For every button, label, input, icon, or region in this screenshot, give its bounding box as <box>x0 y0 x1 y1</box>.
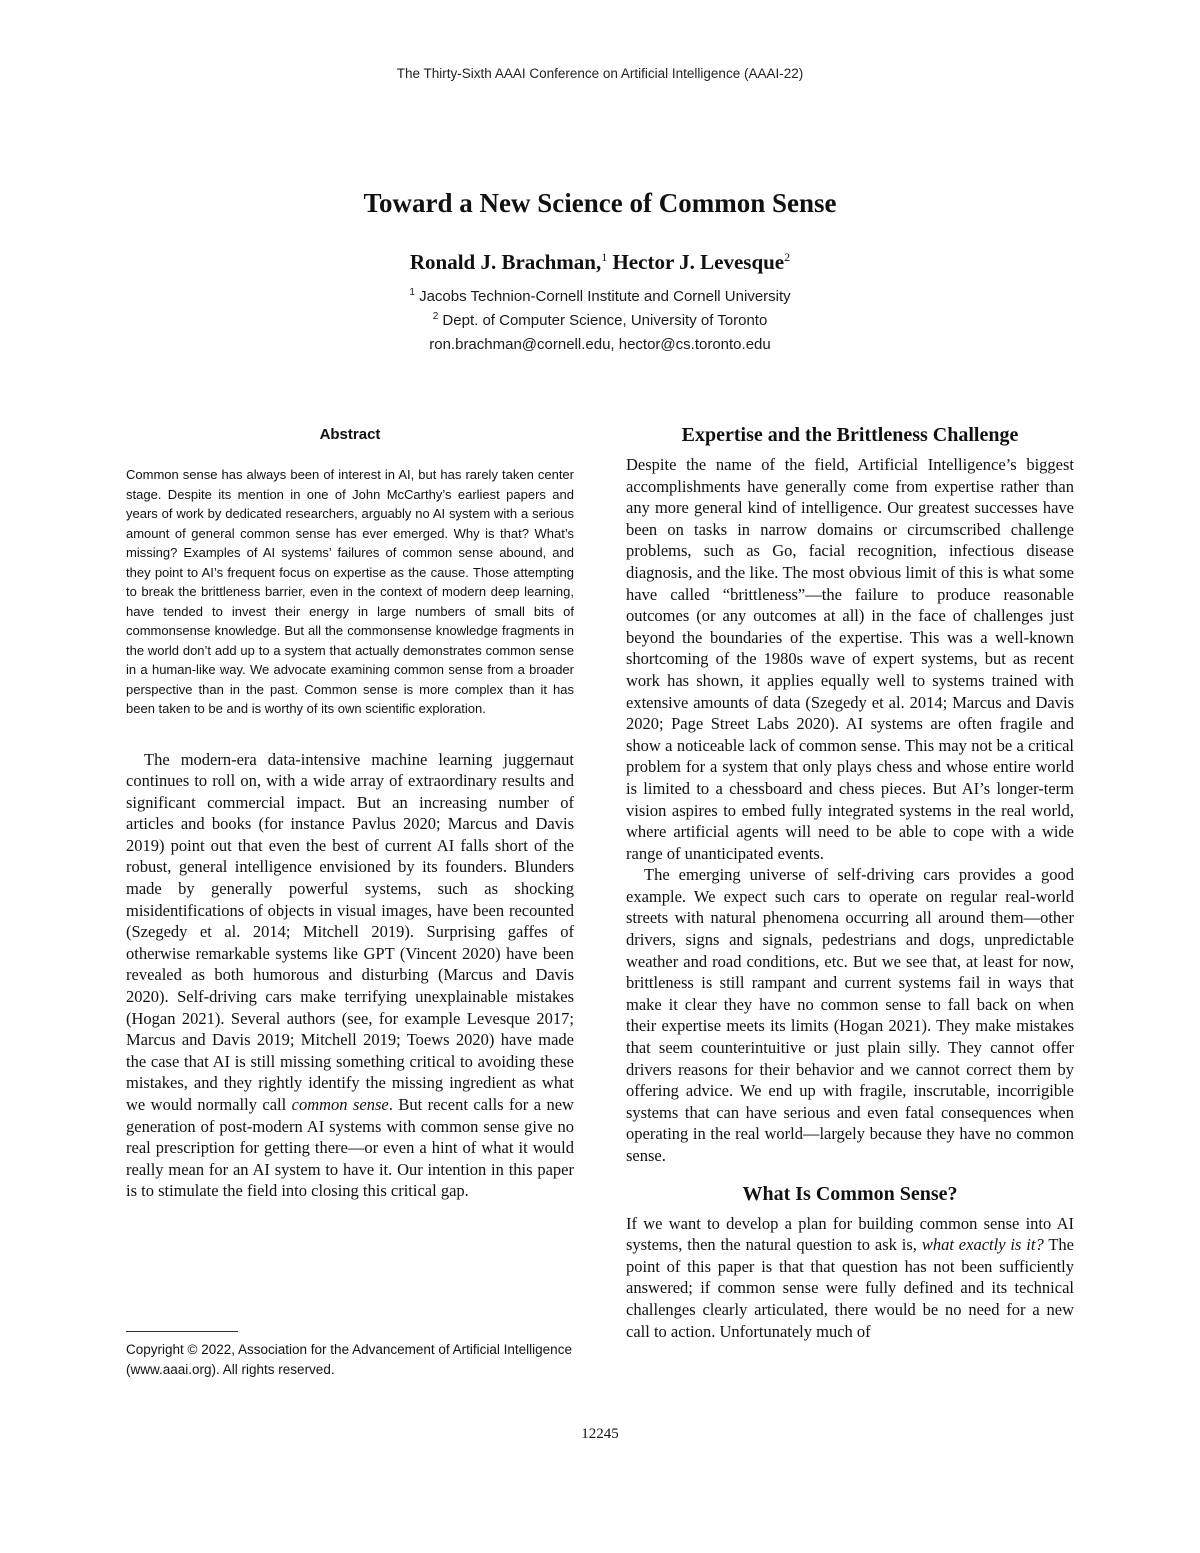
footnote-rule <box>126 1331 238 1332</box>
author-name: Hector J. Levesque <box>612 250 785 274</box>
right-column <box>626 424 1074 1342</box>
left-column <box>126 426 574 1202</box>
footnote-text: Copyright © 2022, Association for the Advancement of Artificial Intelligence (www.aaai.org). All rights reserved. <box>126 1342 572 1377</box>
body-paragraph: Despite the name of the field, Artificial Intelligence’s biggest accomplishments have generally come from expertise rather than any more general kind of intelligence. Our greatest successes have been on tasks in narrow domains or circumscribed challenge problems, such as Go, facial recognition, infectious disease diagnosis, and the like. The most obvious limit of this is what some have called “brittleness”—the failure to produce reasonable outcomes (or any outcomes at all) in the face of challenges just beyond the boundaries of the expertise. This was a well-known shortcoming of the 1980s wave of expert systems, but as recent work has shown, it applies equally well to systems trained with extensive amounts of data (Szegedy et al. 2014; Marcus and Davis 2020; Page Street Labs 2020). AI systems are often fragile and show a noticeable lack of common sense. This may not be a critical problem for a system that only plays chess and whose entire world is limited to a chessboard and chess pieces. But AI’s longer-term vision aspires to embed fully integrated systems in the real world, where artificial agents will need to be able to cope with a wide range of unanticipated events. <box>626 455 1074 863</box>
intro-paragraph <box>126 749 574 1202</box>
section-heading-brittleness: Expertise and the Brittleness Challenge <box>681 424 1019 446</box>
affiliation-mark: 2 <box>784 250 791 264</box>
affiliation-mark: 1 <box>601 250 608 264</box>
page-number: 12245 <box>581 1426 619 1442</box>
author-emails: ron.brachman@cornell.edu, hector@cs.toronto.edu <box>429 336 771 353</box>
conference-header: The Thirty-Sixth AAAI Conference on Artificial Intelligence (AAAI-22) <box>396 66 804 81</box>
body-text: If we want to develop a plan for building common sense into AI systems, then the natural question to ask is, <box>626 1213 1074 1255</box>
affiliation-text: Dept. of Computer Science, University of Toronto <box>442 312 768 329</box>
section-heading-common-sense: What Is Common Sense? <box>742 1182 958 1205</box>
affiliation-mark: 2 <box>432 311 439 322</box>
author-list <box>0 250 1200 275</box>
intro-text: The modern-era data-intensive machine learning juggernaut continues to roll on, with a wide array of extraordinary results and significant commercial impact. But an increasing number of articles and books (for instance Pavlus 2020; Marcus and Davis 2019) point out that even the best of current AI falls short of the robust, general intelligence envisioned by its founders. Blunders made by generally powerful systems, such as shocking misidentifications of objects in visual images, have been recounted (Szegedy et al. 2014; Mitchell 2019). Surprising gaffes of otherwise remarkable systems like GPT (Vincent 2020) have been revealed as both humorous and disturbing (Marcus and Davis 2020). Self-driving cars make terrifying unexplainable mistakes (Hogan 2021). Several authors (see, for example Levesque 2017; Marcus and Davis 2019; Mitchell 2019; Toews 2020) have made the case that AI is still missing something critical to avoiding these mistakes, and they rightly identify the missing ingredient as what we would normally call <box>126 749 574 1114</box>
body-text: The point of this paper is that that question has not been sufficiently answered; if common sense were fully defined and its technical challenges clearly articulated, there would be no need for a new call to action. Unfortunately much of <box>626 1235 1074 1341</box>
affiliation-line <box>0 287 1200 305</box>
body-paragraph: The emerging universe of self-driving cars provides a good example. We expect such cars to operate on regular real-world streets with natural phenomena occurring all around them—other drivers, signs and signals, pedestrians and dogs, unpredictable weather and road conditions, etc. But we see that, at least for now, brittleness is still rampant and current systems fail in ways that make it clear they have no common sense to fall back on when their expertise meets its limits (Hogan 2021). They make mistakes that seem counterintuitive or just plain silly. They cannot offer drivers reasons for their behavior and we cannot correct them by offering advice. We end up with fragile, inscrutable, incorrigible systems that can have serious and even fatal consequences when operating in the real world—largely because they have no common sense. <box>626 865 1074 1165</box>
abstract-text: Common sense has always been of interest in AI, but has rarely taken center stage. Despite its mention in one of John McCarthy’s earliest papers and years of work by dedicated researchers, arguably no AI system with a serious amount of general common sense has ever emerged. Why is that? What’s missing? Examples of AI systems’ failures of common sense abound, and they point to AI’s frequent focus on expertise as the cause. Those attempting to break the brittleness barrier, even in the context of modern deep learning, have tended to invest their energy in large numbers of small bits of commonsense knowledge. But all the commonsense knowledge fragments in the world don’t add up to a system that actually demonstrates common sense in a human-like way. We advocate examining common sense from a broader perspective than in the past. Common sense is more complex than it has been taken to be and is worthy of its own scientific exploration. <box>126 467 574 716</box>
intro-text: . But recent calls for a new generation of post-modern AI systems with common sense give no real prescription for getting there—or even a hint of what it would really mean for an AI system to have it. Our intention in this paper is to stimulate the field into closing this critical gap. <box>126 1095 574 1201</box>
affiliation-mark: 1 <box>409 287 415 298</box>
body-emphasis: what exactly is it? <box>921 1235 1044 1255</box>
affiliation-line <box>0 311 1200 329</box>
copyright-footnote <box>126 1331 574 1380</box>
affiliation-text: Jacobs Technion-Cornell Institute and Cornell University <box>419 288 791 305</box>
abstract-heading: Abstract <box>319 426 381 443</box>
paper-title: Toward a New Science of Common Sense <box>363 188 837 218</box>
body-paragraph <box>626 1213 1074 1343</box>
author-name: Ronald J. Brachman, <box>409 250 602 274</box>
intro-emphasis: common sense <box>291 1095 389 1114</box>
